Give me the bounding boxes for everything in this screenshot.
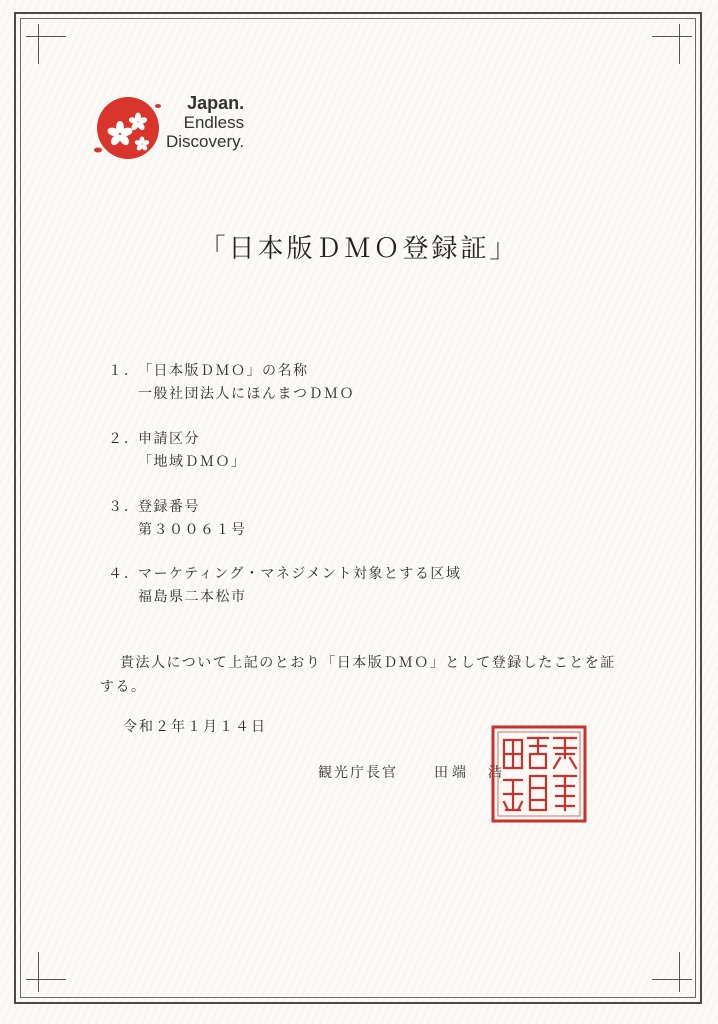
corner-ornament-top-right <box>652 24 692 64</box>
section-3-value: 第３００６１号 <box>138 522 247 538</box>
certificate-title: 「日本版ＤＭＯ登録証」 <box>199 234 519 264</box>
section-4-heading: マーケティング・マネジメント対象とする区域 <box>138 566 462 582</box>
logo-wordmark <box>166 94 244 151</box>
section-2-value: 「地域ＤＭＯ」 <box>138 454 247 470</box>
section-4-value: 福島県二本松市 <box>138 589 247 605</box>
logo-line-japan: Japan. <box>187 93 245 113</box>
section-1-heading: 「日本版ＤＭＯ」の名称 <box>138 363 309 379</box>
section-1-value: 一般社団法人にほんまつＤＭＯ <box>138 386 355 402</box>
section-4-number: ４． <box>108 566 140 582</box>
section-3-heading: 登録番号 <box>138 499 200 515</box>
corner-ornament-top-left <box>26 24 66 64</box>
issuer-name: 田端 浩 <box>434 765 506 781</box>
logo-line-endless: Endless <box>183 113 245 132</box>
section-2-heading: 申請区分 <box>138 431 200 447</box>
section-3-number: ３． <box>108 499 140 515</box>
corner-ornament-bottom-right <box>652 952 692 992</box>
official-seal-stamp <box>490 724 588 824</box>
sakura-circle-icon <box>90 92 170 162</box>
corner-ornament-bottom-left <box>26 952 66 992</box>
section-2-number: ２． <box>108 431 140 447</box>
japan-tourism-logo <box>90 92 260 162</box>
certification-statement: 貴法人について上記のとおり「日本版ＤＭＯ」として登録したことを証する。 <box>100 655 616 695</box>
issuer-title: 観光庁長官 <box>318 765 398 781</box>
logo-line-discovery: Discovery. <box>166 132 245 151</box>
section-1-number: １． <box>108 363 140 379</box>
issue-date: 令和２年１月１４日 <box>123 719 267 735</box>
